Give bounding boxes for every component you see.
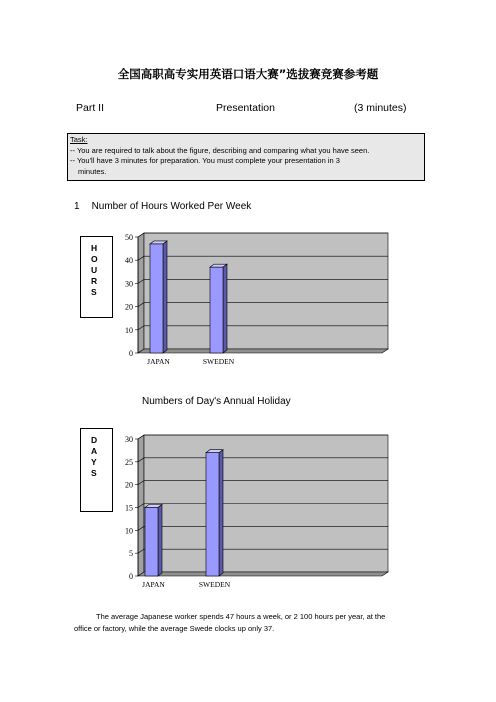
y-tick-label: 20 [125, 480, 133, 490]
x-tick-label: SWEDEN [198, 580, 231, 589]
bar-side [163, 241, 167, 353]
ylabel-letter: A [91, 446, 98, 456]
chart1-heading [74, 201, 251, 212]
body-paragraph [74, 611, 422, 635]
y-tick-label: 25 [125, 457, 133, 467]
chart1-ylabel-box [80, 236, 113, 318]
y-tick-label: 20 [125, 302, 133, 312]
part-time: (3 minutes) [354, 102, 407, 114]
chart-floor [138, 349, 388, 353]
paragraph-line-1: The average Japanese worker spends 47 hours a week, or 2 100 hours per year, at the [96, 612, 386, 621]
paragraph-line-2: office or factory, while the average Swede clocks up only 37. [74, 624, 275, 633]
task-line-3: minutes. [78, 166, 107, 176]
y-tick-label: 40 [125, 256, 133, 266]
part-label: Part II [76, 102, 105, 114]
ylabel-letter: D [91, 435, 98, 445]
x-tick-label: JAPAN [142, 580, 165, 589]
bar [206, 453, 219, 576]
y-tick-label: 50 [125, 233, 133, 242]
task-heading: Task: [70, 135, 88, 144]
chart2-ylabel-box [80, 428, 113, 512]
bar [145, 508, 158, 577]
page-title: 全国高职高专实用英语口语大赛”选拔赛竞赛参考题 [117, 67, 379, 81]
y-tick-label: 15 [125, 503, 133, 513]
ylabel-letter: H [91, 243, 98, 253]
part-name: Presentation [216, 102, 275, 114]
ylabel-letter: Y [91, 457, 97, 467]
y-tick-label: 5 [129, 549, 133, 559]
y-tick-label: 0 [129, 572, 133, 581]
chart1-title: Number of Hours Worked Per Week [91, 201, 252, 212]
y-tick-label: 30 [125, 279, 133, 289]
chart-floor [138, 572, 388, 576]
bar [150, 244, 163, 353]
y-tick-label: 30 [125, 435, 133, 444]
bar [210, 267, 223, 353]
x-tick-label: SWEDEN [202, 357, 235, 366]
ylabel-letter: U [91, 265, 98, 275]
ylabel-letter: O [91, 254, 98, 264]
y-tick-label: 10 [125, 526, 133, 536]
plot-area [144, 233, 388, 349]
chart2-svg [118, 426, 393, 596]
chart2-title: Numbers of Day's Annual Holiday [142, 396, 291, 407]
chart-side-wall [138, 233, 144, 353]
ylabel-letter: R [91, 276, 98, 286]
y-tick-label: 10 [125, 325, 133, 335]
bar-side [223, 264, 227, 353]
ylabel-letter: S [91, 287, 97, 297]
chart1-number: 1 [74, 201, 80, 212]
ylabel-letter: S [91, 468, 97, 478]
y-tick-label: 0 [129, 349, 133, 358]
bar-side [219, 450, 223, 576]
x-tick-label: JAPAN [147, 357, 170, 366]
bar-side [158, 505, 162, 577]
chart1-svg [118, 225, 393, 375]
task-line-2: -- You'll have 3 minutes for preparation. You must complete your presentation in 3 [70, 156, 340, 165]
task-box [67, 133, 425, 181]
task-line-1: -- You are required to talk about the figure, describing and comparing what you have seen. [70, 145, 370, 155]
